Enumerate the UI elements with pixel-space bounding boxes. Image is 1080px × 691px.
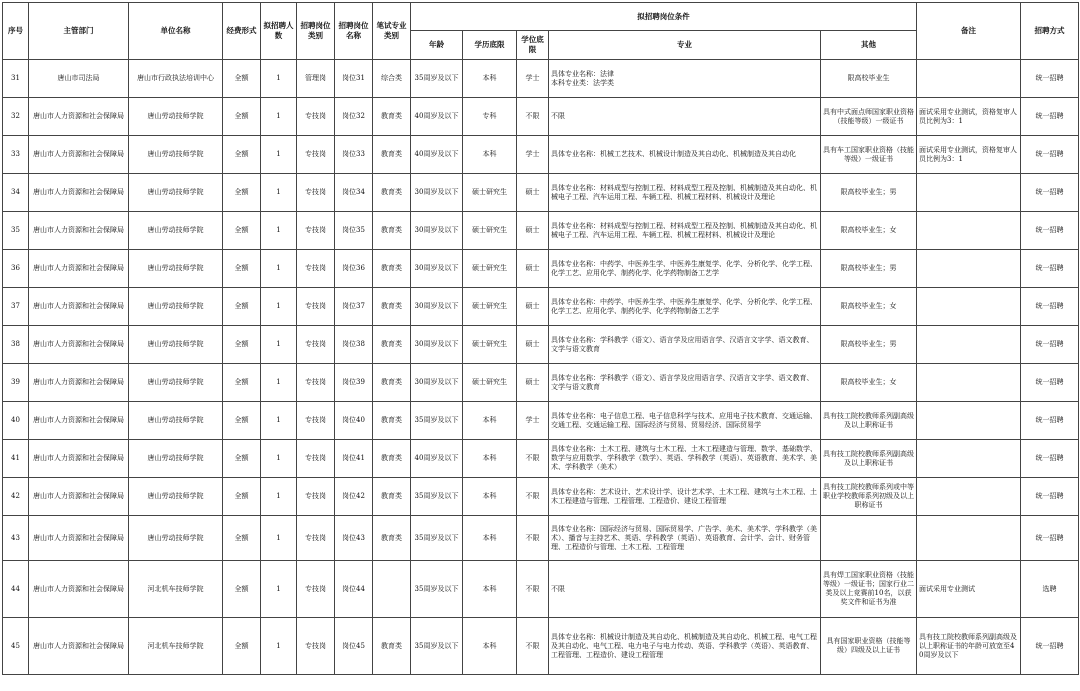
cell-method: 统一招聘: [1021, 174, 1079, 212]
cell-dept: 唐山市人力资源和社会保障局: [29, 402, 129, 440]
cell-count: 1: [261, 212, 297, 250]
cell-other: 具有技工院校教师系列副高级及以上职称证书: [821, 402, 917, 440]
cell-major: 不限: [549, 561, 821, 618]
cell-other: 限高校毕业生；女: [821, 364, 917, 402]
cell-post-type: 专技岗: [297, 364, 335, 402]
cell-degree: 硕士: [517, 288, 549, 326]
cell-other: 限高校毕业生；女: [821, 212, 917, 250]
cell-post-name: 岗位42: [335, 478, 373, 516]
cell-major: 具体专业名称：机械设计制造及其自动化、机械制造及其自动化、机械工程、电气工程及其自动化、电气工程、电力电子与电力传动、英语、学科教学（英语）、英语教育、工程管理、工程造价、建设工程管理: [549, 618, 821, 675]
cell-post-type: 专技岗: [297, 136, 335, 174]
cell-age: 40周岁及以下: [411, 98, 463, 136]
cell-other: 具有技工院校教师系列或中等职业学校教师系列初级及以上职称证书: [821, 478, 917, 516]
cell-major: 不限: [549, 98, 821, 136]
cell-dept: 唐山市司法局: [29, 60, 129, 98]
table-row: [3, 174, 1079, 212]
cell-post-name: 岗位37: [335, 288, 373, 326]
cell-exam: 教育类: [373, 516, 411, 561]
cell-major: 具体专业名称：材料成型与控制工程、材料成型工程及控制、机械制造及其自动化、机械电子工程、汽车运用工程、车辆工程、机械工程材料、机械设计及理论: [549, 174, 821, 212]
cell-funding: 全额: [223, 136, 261, 174]
cell-remark: 面试采用专业测试，资格复审人员比例为3：1: [917, 136, 1021, 174]
cell-count: 1: [261, 516, 297, 561]
cell-count: 1: [261, 136, 297, 174]
cell-edu: 硕士研究生: [463, 250, 517, 288]
cell-funding: 全额: [223, 478, 261, 516]
table-row: [3, 402, 1079, 440]
cell-funding: 全额: [223, 440, 261, 478]
cell-other: 具有技工院校教师系列副高级及以上职称证书: [821, 440, 917, 478]
cell-dept: 唐山市人力资源和社会保障局: [29, 478, 129, 516]
cell-degree: 学士: [517, 60, 549, 98]
cell-post-type: 专技岗: [297, 174, 335, 212]
cell-exam: 教育类: [373, 402, 411, 440]
cell-major: 具体专业名称：学科教学（语文）、语言学及应用语言学、汉语言文字学、语文教育、文学与语文教育: [549, 326, 821, 364]
cell-post-type: 专技岗: [297, 402, 335, 440]
cell-post-name: 岗位33: [335, 136, 373, 174]
cell-funding: 全额: [223, 98, 261, 136]
cell-dept: 唐山市人力资源和社会保障局: [29, 364, 129, 402]
header-method: 招聘方式: [1021, 3, 1079, 60]
cell-other: [821, 516, 917, 561]
cell-edu: 硕士研究生: [463, 364, 517, 402]
cell-edu: 硕士研究生: [463, 288, 517, 326]
cell-major: 具体专业名称：法律 本科专业类：法学类: [549, 60, 821, 98]
cell-seq: 41: [3, 440, 29, 478]
cell-post-type: 专技岗: [297, 326, 335, 364]
cell-edu: 本科: [463, 402, 517, 440]
cell-age: 35周岁及以下: [411, 618, 463, 675]
cell-age: 35周岁及以下: [411, 60, 463, 98]
cell-exam: 教育类: [373, 618, 411, 675]
cell-count: 1: [261, 60, 297, 98]
cell-remark: [917, 60, 1021, 98]
cell-age: 40周岁及以下: [411, 136, 463, 174]
cell-post-type: 专技岗: [297, 478, 335, 516]
cell-post-type: 专技岗: [297, 516, 335, 561]
cell-seq: 34: [3, 174, 29, 212]
cell-degree: 不限: [517, 440, 549, 478]
cell-unit: 唐山劳动技师学院: [129, 402, 223, 440]
table-row: [3, 250, 1079, 288]
cell-unit: 唐山劳动技师学院: [129, 98, 223, 136]
cell-edu: 本科: [463, 561, 517, 618]
cell-post-name: 岗位32: [335, 98, 373, 136]
cell-method: 统一招聘: [1021, 516, 1079, 561]
cell-other: 具有焊工国家职业资格（技能等级）一级证书；国家行业二类及以上竞赛前10名，以获奖文件和证书为准: [821, 561, 917, 618]
cell-dept: 唐山市人力资源和社会保障局: [29, 561, 129, 618]
table-row: [3, 561, 1079, 618]
cell-major: 具体专业名称：学科教学（语文）、语言学及应用语言学、汉语言文字学、语文教育、文学与语文教育: [549, 364, 821, 402]
cell-post-name: 岗位43: [335, 516, 373, 561]
cell-remark: 面试采用专业测试，资格复审人员比例为3：1: [917, 98, 1021, 136]
cell-edu: 专科: [463, 98, 517, 136]
cell-age: 30周岁及以下: [411, 212, 463, 250]
cell-seq: 45: [3, 618, 29, 675]
cell-post-type: 专技岗: [297, 288, 335, 326]
table-row: [3, 440, 1079, 478]
cell-post-type: 专技岗: [297, 250, 335, 288]
cell-unit: 唐山劳动技师学院: [129, 440, 223, 478]
table-row: [3, 364, 1079, 402]
cell-degree: 不限: [517, 561, 549, 618]
cell-degree: 不限: [517, 516, 549, 561]
cell-other: 具有中式面点师国家职业资格（技能等级）一级证书: [821, 98, 917, 136]
cell-edu: 本科: [463, 478, 517, 516]
cell-major: 具体专业名称：电子信息工程、电子信息科学与技术、应用电子技术教育、交通运输、交通工程、交通运输工程、国际经济与贸易、贸易经济、国际贸易学: [549, 402, 821, 440]
header-major: 专业: [549, 31, 821, 60]
cell-other: 具有国家职业资格（技能等级）四级及以上证书: [821, 618, 917, 675]
cell-major: 具体专业名称：土木工程、建筑与土木工程、土木工程建造与管理、数学、基础数学、数学与应用数学、学科教学（数学）、英语、学科教学（英语）、英语教育、美术学、美术、学科教学（美术）: [549, 440, 821, 478]
cell-age: 30周岁及以下: [411, 364, 463, 402]
cell-degree: 硕士: [517, 326, 549, 364]
cell-method: 统一招聘: [1021, 288, 1079, 326]
cell-method: 统一招聘: [1021, 60, 1079, 98]
table-header: [3, 3, 1079, 60]
cell-degree: 硕士: [517, 174, 549, 212]
cell-count: 1: [261, 561, 297, 618]
table-row: [3, 60, 1079, 98]
cell-post-type: 专技岗: [297, 440, 335, 478]
cell-seq: 40: [3, 402, 29, 440]
cell-major: 具体专业名称：艺术设计、艺术设计学、设计艺术学、土木工程、建筑与土木工程、土木工程建造与管理、工程管理、工程造价、建设工程管理: [549, 478, 821, 516]
cell-exam: 教育类: [373, 440, 411, 478]
cell-funding: 全额: [223, 174, 261, 212]
cell-dept: 唐山市人力资源和社会保障局: [29, 618, 129, 675]
table-row: [3, 136, 1079, 174]
cell-exam: 教育类: [373, 174, 411, 212]
cell-seq: 38: [3, 326, 29, 364]
cell-degree: 不限: [517, 98, 549, 136]
cell-edu: 本科: [463, 136, 517, 174]
header-degree: 学位底限: [517, 31, 549, 60]
cell-other: 限高校毕业生；女: [821, 288, 917, 326]
cell-funding: 全额: [223, 618, 261, 675]
header-unit: 单位名称: [129, 3, 223, 60]
cell-degree: 不限: [517, 478, 549, 516]
cell-seq: 43: [3, 516, 29, 561]
header-seq: 序号: [3, 3, 29, 60]
cell-count: 1: [261, 326, 297, 364]
cell-age: 35周岁及以下: [411, 402, 463, 440]
cell-method: 统一招聘: [1021, 212, 1079, 250]
header-conditions: 拟招聘岗位条件: [411, 3, 917, 31]
cell-remark: [917, 440, 1021, 478]
cell-dept: 唐山市人力资源和社会保障局: [29, 288, 129, 326]
cell-count: 1: [261, 174, 297, 212]
cell-exam: 教育类: [373, 250, 411, 288]
cell-count: 1: [261, 250, 297, 288]
cell-method: 统一招聘: [1021, 440, 1079, 478]
header-edu: 学历底限: [463, 31, 517, 60]
cell-seq: 35: [3, 212, 29, 250]
cell-post-name: 岗位40: [335, 402, 373, 440]
cell-seq: 37: [3, 288, 29, 326]
cell-unit: 唐山劳动技师学院: [129, 250, 223, 288]
cell-remark: [917, 174, 1021, 212]
cell-seq: 31: [3, 60, 29, 98]
cell-edu: 硕士研究生: [463, 174, 517, 212]
cell-major: 具体专业名称：机械工艺技术、机械设计制造及其自动化、机械制造及其自动化: [549, 136, 821, 174]
cell-method: 统一招聘: [1021, 98, 1079, 136]
header-post-name: 招聘岗位名称: [335, 3, 373, 60]
cell-seq: 39: [3, 364, 29, 402]
cell-remark: 具有技工院校教师系列副高级及以上职称证书的年龄可放宽至40周岁及以下: [917, 618, 1021, 675]
cell-major: 具体专业名称：国际经济与贸易、国际贸易学、广告学、美术、美术学、学科教学（美术）、播音与主持艺术、英语、学科教学（英语）、英语教育、会计学、会计、财务管理、工程造价与管理、土木工程、工程管理: [549, 516, 821, 561]
cell-funding: 全额: [223, 250, 261, 288]
cell-edu: 本科: [463, 516, 517, 561]
cell-post-type: 管理岗: [297, 60, 335, 98]
cell-funding: 全额: [223, 516, 261, 561]
cell-degree: 硕士: [517, 212, 549, 250]
cell-method: 统一招聘: [1021, 402, 1079, 440]
cell-remark: [917, 478, 1021, 516]
cell-seq: 36: [3, 250, 29, 288]
cell-post-name: 岗位34: [335, 174, 373, 212]
cell-post-type: 专技岗: [297, 212, 335, 250]
cell-other: 限高校毕业生；男: [821, 174, 917, 212]
cell-unit: 唐山劳动技师学院: [129, 478, 223, 516]
cell-remark: [917, 516, 1021, 561]
header-remark: 备注: [917, 3, 1021, 60]
cell-age: 35周岁及以下: [411, 516, 463, 561]
cell-method: 统一招聘: [1021, 478, 1079, 516]
cell-method: 统一招聘: [1021, 250, 1079, 288]
cell-other: 限高校毕业生；男: [821, 250, 917, 288]
cell-funding: 全额: [223, 288, 261, 326]
cell-age: 30周岁及以下: [411, 288, 463, 326]
recruitment-table: [2, 2, 1079, 675]
cell-post-type: 专技岗: [297, 98, 335, 136]
cell-post-type: 专技岗: [297, 561, 335, 618]
cell-major: 具体专业名称：材料成型与控制工程、材料成型工程及控制、机械制造及其自动化、机械电子工程、汽车运用工程、车辆工程、机械工程材料、机械设计及理论: [549, 212, 821, 250]
cell-exam: 教育类: [373, 98, 411, 136]
cell-unit: 唐山劳动技师学院: [129, 288, 223, 326]
cell-degree: 硕士: [517, 250, 549, 288]
cell-seq: 32: [3, 98, 29, 136]
cell-count: 1: [261, 402, 297, 440]
cell-method: 统一招聘: [1021, 326, 1079, 364]
cell-unit: 唐山劳动技师学院: [129, 516, 223, 561]
cell-unit: 唐山劳动技师学院: [129, 174, 223, 212]
table-row: [3, 478, 1079, 516]
cell-count: 1: [261, 440, 297, 478]
cell-age: 30周岁及以下: [411, 174, 463, 212]
cell-unit: 唐山劳动技师学院: [129, 364, 223, 402]
cell-remark: 面试采用专业测试: [917, 561, 1021, 618]
header-age: 年龄: [411, 31, 463, 60]
cell-count: 1: [261, 364, 297, 402]
cell-exam: [373, 561, 411, 618]
cell-funding: 全额: [223, 326, 261, 364]
cell-unit: 河北机车技师学院: [129, 561, 223, 618]
cell-post-type: 专技岗: [297, 618, 335, 675]
cell-other: 具有车工国家职业资格（技能等级）一级证书: [821, 136, 917, 174]
cell-age: 35周岁及以下: [411, 561, 463, 618]
cell-age: 40周岁及以下: [411, 440, 463, 478]
cell-unit: 唐山劳动技师学院: [129, 326, 223, 364]
cell-dept: 唐山市人力资源和社会保障局: [29, 326, 129, 364]
cell-method: 统一招聘: [1021, 136, 1079, 174]
cell-exam: 综合类: [373, 60, 411, 98]
cell-degree: 硕士: [517, 364, 549, 402]
cell-funding: 全额: [223, 402, 261, 440]
cell-degree: 学士: [517, 136, 549, 174]
cell-exam: 教育类: [373, 212, 411, 250]
cell-method: 统一招聘: [1021, 364, 1079, 402]
cell-remark: [917, 288, 1021, 326]
cell-unit: 唐山劳动技师学院: [129, 212, 223, 250]
header-funding: 经费形式: [223, 3, 261, 60]
cell-dept: 唐山市人力资源和社会保障局: [29, 516, 129, 561]
cell-post-name: 岗位39: [335, 364, 373, 402]
cell-post-name: 岗位38: [335, 326, 373, 364]
header-count: 拟招聘人数: [261, 3, 297, 60]
header-dept: 主管部门: [29, 3, 129, 60]
cell-count: 1: [261, 98, 297, 136]
cell-edu: 硕士研究生: [463, 212, 517, 250]
cell-dept: 唐山市人力资源和社会保障局: [29, 174, 129, 212]
cell-unit: 河北机车技师学院: [129, 618, 223, 675]
table-row: [3, 98, 1079, 136]
cell-count: 1: [261, 478, 297, 516]
cell-unit: 唐山市行政执法培训中心: [129, 60, 223, 98]
table-body: [3, 60, 1079, 675]
cell-exam: 教育类: [373, 288, 411, 326]
cell-post-name: 岗位45: [335, 618, 373, 675]
cell-post-name: 岗位31: [335, 60, 373, 98]
header-other: 其他: [821, 31, 917, 60]
cell-dept: 唐山市人力资源和社会保障局: [29, 212, 129, 250]
table-row: [3, 212, 1079, 250]
cell-seq: 42: [3, 478, 29, 516]
cell-post-name: 岗位41: [335, 440, 373, 478]
cell-major: 具体专业名称：中药学、中医养生学、中医养生康复学、化学、分析化学、化学工程、化学工艺、应用化学、制药化学、化学药物制备工艺学: [549, 250, 821, 288]
cell-post-name: 岗位44: [335, 561, 373, 618]
cell-exam: 教育类: [373, 478, 411, 516]
cell-unit: 唐山劳动技师学院: [129, 136, 223, 174]
cell-other: 限高校毕业生；男: [821, 326, 917, 364]
table-row: [3, 516, 1079, 561]
cell-funding: 全额: [223, 561, 261, 618]
cell-count: 1: [261, 288, 297, 326]
cell-age: 30周岁及以下: [411, 250, 463, 288]
cell-major: 具体专业名称：中药学、中医养生学、中医养生康复学、化学、分析化学、化学工程、化学工艺、应用化学、制药化学、化学药物制备工艺学: [549, 288, 821, 326]
cell-method: 统一招聘: [1021, 618, 1079, 675]
cell-dept: 唐山市人力资源和社会保障局: [29, 136, 129, 174]
cell-remark: [917, 402, 1021, 440]
cell-dept: 唐山市人力资源和社会保障局: [29, 250, 129, 288]
cell-edu: 硕士研究生: [463, 326, 517, 364]
cell-age: 35周岁及以下: [411, 478, 463, 516]
cell-dept: 唐山市人力资源和社会保障局: [29, 440, 129, 478]
cell-degree: 不限: [517, 618, 549, 675]
cell-post-name: 岗位35: [335, 212, 373, 250]
cell-remark: [917, 326, 1021, 364]
cell-exam: 教育类: [373, 326, 411, 364]
cell-seq: 44: [3, 561, 29, 618]
cell-count: 1: [261, 618, 297, 675]
table-row: [3, 618, 1079, 675]
cell-post-name: 岗位36: [335, 250, 373, 288]
cell-edu: 本科: [463, 60, 517, 98]
cell-funding: 全额: [223, 212, 261, 250]
cell-seq: 33: [3, 136, 29, 174]
cell-dept: 唐山市人力资源和社会保障局: [29, 98, 129, 136]
cell-edu: 本科: [463, 618, 517, 675]
table-row: [3, 288, 1079, 326]
table-row: [3, 326, 1079, 364]
header-post-type: 招聘岗位类别: [297, 3, 335, 60]
cell-age: 30周岁及以下: [411, 326, 463, 364]
cell-funding: 全额: [223, 60, 261, 98]
cell-other: 限高校毕业生: [821, 60, 917, 98]
cell-remark: [917, 212, 1021, 250]
cell-degree: 学士: [517, 402, 549, 440]
cell-edu: 本科: [463, 440, 517, 478]
cell-exam: 教育类: [373, 136, 411, 174]
cell-funding: 全额: [223, 364, 261, 402]
cell-remark: [917, 250, 1021, 288]
header-exam: 笔试专业类别: [373, 3, 411, 60]
cell-method: 选聘: [1021, 561, 1079, 618]
cell-remark: [917, 364, 1021, 402]
cell-exam: 教育类: [373, 364, 411, 402]
